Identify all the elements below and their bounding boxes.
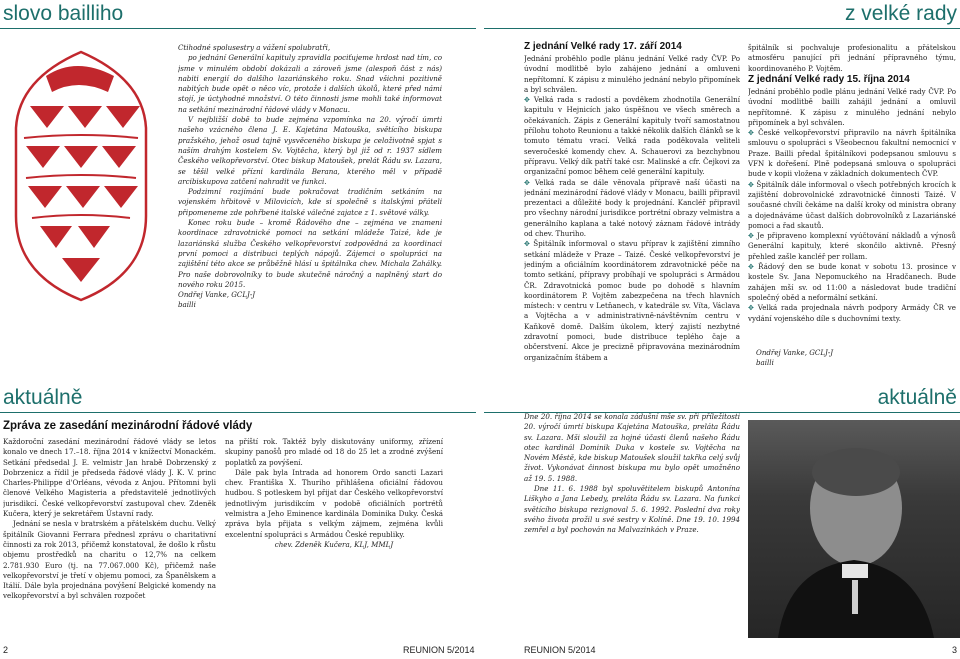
council-paragraph-text: Řádový den se bude konat v sobotu 13. prosince v kostele Sv. Jana Nepomuckého na Hradčanech. Bude zahájen mší sv. od 11:00 a následovat bude tradiční společný oběd a neformální setkání. [748,262,956,302]
section-label-news-left: aktuálně [3,386,83,409]
report-signature: chev. Zdeněk Kučera, KLJ, MMLJ [274,539,394,549]
bullet-icon: ✥ [524,239,534,249]
council-paragraph: Jednání proběhlo podle plánu jednání Velké rady ČVP. Po úvodní modlitbě bylo zahájeno jednání a omluveni nepřítomní. K zápisu z minulého jednání nebylo připomínek a byl schválen. [524,54,740,94]
council-paragraph-text: Špitálník dále informoval o všech potřebných krocích k zajištění dobrovolnické zdravotnické činnosti Taizé. V současné chvíli čekáme na další kroky od ministra obrany a dojednáváme účast dalších dobrovolníků z Lazariánské pomoci a řad skautů. [748,179,956,230]
bullet-icon: ✥ [524,177,535,187]
council-paragraph [524,95,740,177]
memorial-paragraph: Dne 11. 6. 1988 byl spoluvětitelem biskupů Antonína Liškyho a Jana Lebedy, preláta Řádu sv. Lazara. Na funkci světícího biskupa rezignoval 5. 6. 1992. Poslední dva roky svého života prožil u své sestry v Kolíně. Dne 19. 10. 1994 zemřel a byl pochován na Malvazinkách v Praze. [524,484,740,535]
page-title-left: slovo bailliho [3,2,124,25]
council-signature [756,348,956,372]
council-paragraph-text: Špitálník informoval o stavu příprav k zajištění zimního setkání mládeže v Praze – Taizé. České velkopřevorství je jediným a oficiálním koordinátorem zdravotnické péče na tomto setkání, přípravy probíhají ve spolupráci s Armádou ČR. Zdravotnická pomoc bude po dohodě s hlavním koordinátorem P. Vojtěm zabezpečena na třech hlavních místech: v centru v Letňanech, v katedrále sv. Víta, Václava a Vojtěcha a v administrativně-návštěvním centru v Kaňkově domě. Dalším úkolem, který zajistí nezbytné zdravotní pomoci, bude distribuce teplého čaje a občerstvení. Akce je precizně připravována mezinárodním organizačním štábem a [524,239,740,362]
report-paragraph: Jednání se nesla v bratrském a přátelském duchu. Velký špitálník Giovanni Ferrara přednesl zprávu o charitativní činnosti za rok 2013, přičemž konstatoval, že došlo k růstu objemu prostředků na charitu o 12,7% na celkem 2.781.930 Euro (tj. na 77.067.000 Kč), přičemž naše velkopřevorství je třetí v objemu pomoci, za Španělskem a Itálií. Dále byla projednána povýšení Belgické komendy na velkopřevorství a byl schválen rozpočet [3,519,216,601]
letter-signature-name: Ondřej Vanke, GCLJ-J [178,290,256,300]
council-paragraph-text: České velkopřevorství připravilo na návrh špitálníka smlouvu o spolupráci s Všeobecnou fakultní nemocnicí v Praze. Bailli předal špitálníkovi podepsanou smlouvu s VFN k dořešení. Plně podepsaná smlouva o spolupráci bude v kopii vložena v základních dokumentech ČVP. [748,128,956,179]
council-paragraph [524,239,740,363]
report-paragraph: Dále pak byla Intrada ad honorem Ordo sancti Lazari chev. Františka X. Thuriho přihlášena oficiální řádovou hudbou. S potleskem byl přijat dar Českého velkopřevorství jednotlivým jurisdikcím v podobě oficiálních portrétů velmistra a Jeho Eminence kardinála Dominika Duky. Česká zpráva byla přijata s velkým zájmem, zejména kvůli excelentní spolupráci s Armádou České republiky. [225,467,443,539]
council-paragraph-text: Velká rada se dále věnovala přípravě naší účasti na jednání mezinárodní řádové vlády v Monacu, bailli připravil prezentaci a důležité body k projednání. Kancléř připravil pro všechny národní jurisdikce portrétní obrazy velmistra a generálního kaplana a také notový záznam řádové intrády od chev. Thuriho. [524,177,740,239]
letter-signature-role: bailli [178,300,196,310]
council-column-1 [524,54,740,374]
bullet-icon: ✥ [524,95,534,105]
council-paragraph: Jednání proběhlo podle plánu jednání Velké rady ČVP. Po úvodní modlitbě bailli zahájil jednání a omluvil nepřítomné. K zápisu z minulého jednání nebylo připomínek a byl schválen. [748,87,956,127]
letter-paragraph: Podzimní rozjímání bude pokračovat tradičním setkáním na vojenském hřbitově v Milovicích, kde si společně s italskými přáteli připomeneme zde pohřbené italské válečné zajatce z 1. světové války. [178,187,442,217]
bailli-letter [178,43,442,376]
bullet-icon: ✥ [748,262,759,272]
council-paragraph-text: Je připraveno komplexní vyúčtování nákladů a výnosů Generální kapituly, které skončilo aktivně. Přesný přehled zašle kancléř per rollam. [748,231,956,261]
council-column-2 [748,87,956,341]
council-paragraph [748,180,956,231]
council-heading-september: Z jednání Velké rady 17. září 2014 [524,41,682,52]
council-signature-role: bailli [756,358,774,368]
journal-footer-left: REUNION 5/2014 [403,645,475,655]
council-paragraph [748,231,956,262]
bishop-portrait-photo [748,420,960,638]
letter-paragraph: Konec roku bude – kromě Řádového dne – zejména ve znamení koordinace zdravotnické pomoci na setkání mládeže Taizé, kde je lazariánská služba Českého velkopřevorství zodpovědná za koordinaci první pomoci a distribuci teplých nápojů. Zájemci o spolupráci na zajištění této akce se průběžně hlásí u špitálníka chev. Michala Zahálky. Pro naše dobrovolníky to bude skutečně náročný a naplněný start do nového roku 2015. [178,218,442,289]
journal-footer-right: REUNION 5/2014 [524,645,596,655]
council-paragraph [748,128,956,179]
bullet-icon: ✥ [748,179,757,189]
report-paragraph: na příští rok. Taktéž byly diskutovány uniformy, zřízení skupiny panošů pro mladé od 18 do 25 let a zrodné zvýšení poplatků za povýšení. [225,437,443,467]
header-rule-left [0,28,476,29]
page-title-right: z velké rady [844,2,957,25]
bullet-icon: ✥ [748,231,758,241]
news-rule-left [0,412,476,413]
page-number-right: 3 [951,645,957,655]
report-paragraph: Každoroční zasedání mezinárodní řádové vlády se letos konalo ve dnech 17.–18. října 2014 v knížectví Monackém. Setkání předsedal J. E. velmistr Jan hrabě Dobrzenský z Dobrzenicz a řídil je předseda řádové vlády J. K. V. princ Charles-Philippe d'Orléans, vévoda z Anjou. Přítomni byli členové Velkého Magisteria a představitelé jednotlivých jurisdikcí. České velkopřevorství zastupoval chev. Zdeněk Kučera, který je sekretářem Ústavní rady. [3,437,216,519]
bullet-icon: ✥ [748,303,758,313]
letter-paragraph: V nejbližší době to bude zejména vzpomínka na 20. výročí úmrtí našeho vzácného člena J. E. Kajetána Matouška, světícího biskupa pražského, jehož osud tajně vysvěceného biskupa je celoživotně spjat s naším drahým kostelem Sv. Vojtěcha, který byl již od r. 1937 sídlem Českého velkopřevorství. Otec biskup Matoušek, prelát Řádu sv. Lazara, se těšil velké přízni kardinála Berana, kterého měl v případě arcibiskupova zatčení nahradit ve funkci. [178,115,442,186]
council-paragraph [748,303,956,324]
council-signature-name: Ondřej Vanke, GCLJ-J [756,348,834,357]
council-paragraph-text: Velká rada projednala návrh podpory Armády ČR ve vydání vojenského díle s duchovními texty. [748,303,956,323]
council-paragraph: špitálník si pochvaluje profesionalitu a přátelskou atmosféru panující při jednání přípravného týmu, koordinovaného P. Vojtěm. [748,43,956,73]
letter-paragraph: Ctihodné spolusestry a vážení spolubratři, [178,43,331,52]
council-paragraph [524,178,740,240]
report-column-2 [225,437,443,597]
report-heading: Zpráva ze zasedání mezinárodní řádové vlády [3,420,253,432]
page-number-left: 2 [3,645,9,655]
council-column-2-continued [748,43,956,75]
section-label-news-right: aktuálně [877,386,957,409]
council-heading-october: Z jednání Velké rady 15. října 2014 [748,74,910,85]
letter-paragraph: po jednání Generální kapituly zpravidla pociťujeme hrdost nad tím, co jsme v minulém období dokázali a zároveň jsme (alespoň část z nás) nabiti energií do dalšího lazariánského roku. Snad všichni pozitivně nabitých bude opět o něco víc, protože i dalších úkolů, které před námi stojí, je úctyhodné množství. O této činnosti jsme mohli také informovat na setkání mezinárodní řádové vlády v Monacu. [178,53,442,114]
memorial-paragraph: Dne 20. října 2014 se konala zádušní mše sv. při příležitosti 20. výročí úmrtí biskupa Kajetána Matouška, preláta Řádu sv. Lazara. Mši sloužil za hojné účasti členů našeho Řádu otec kardinál Dominik Duka v kostele sv. Vojtěcha na Novém Městě, kde biskup Matoušek sloužil takřka celý svůj život. Vykonávat činnost biskupa mu bylo opět umožněno až 19. 5. 1988. [524,412,740,483]
header-rule-right [484,28,960,29]
council-paragraph-text: Velká rada s radostí a povděkem zhodnotila Generální kapitulu v Hejnicích jako úspěšnou ve všech směrech a očekávaních. Zápis z Generální kapituly tvoří samostatnou přílohu tohoto Reunionu a takké několik dalších článků se k tomuto tématu vrací. Velká rada poděkovala veliteli severočeské komendy chev. A. Schauerovi za bezchybnou přípravu. Velký dík patří také csr. Malinské a cfr. Čejkovi za organizační pomoc během celé generální kapituly. [524,95,740,177]
coat-of-arms-emblem [6,46,156,306]
council-paragraph [748,262,956,303]
bullet-icon: ✥ [748,128,759,138]
report-column-1 [3,437,216,637]
memorial-text [524,412,740,560]
